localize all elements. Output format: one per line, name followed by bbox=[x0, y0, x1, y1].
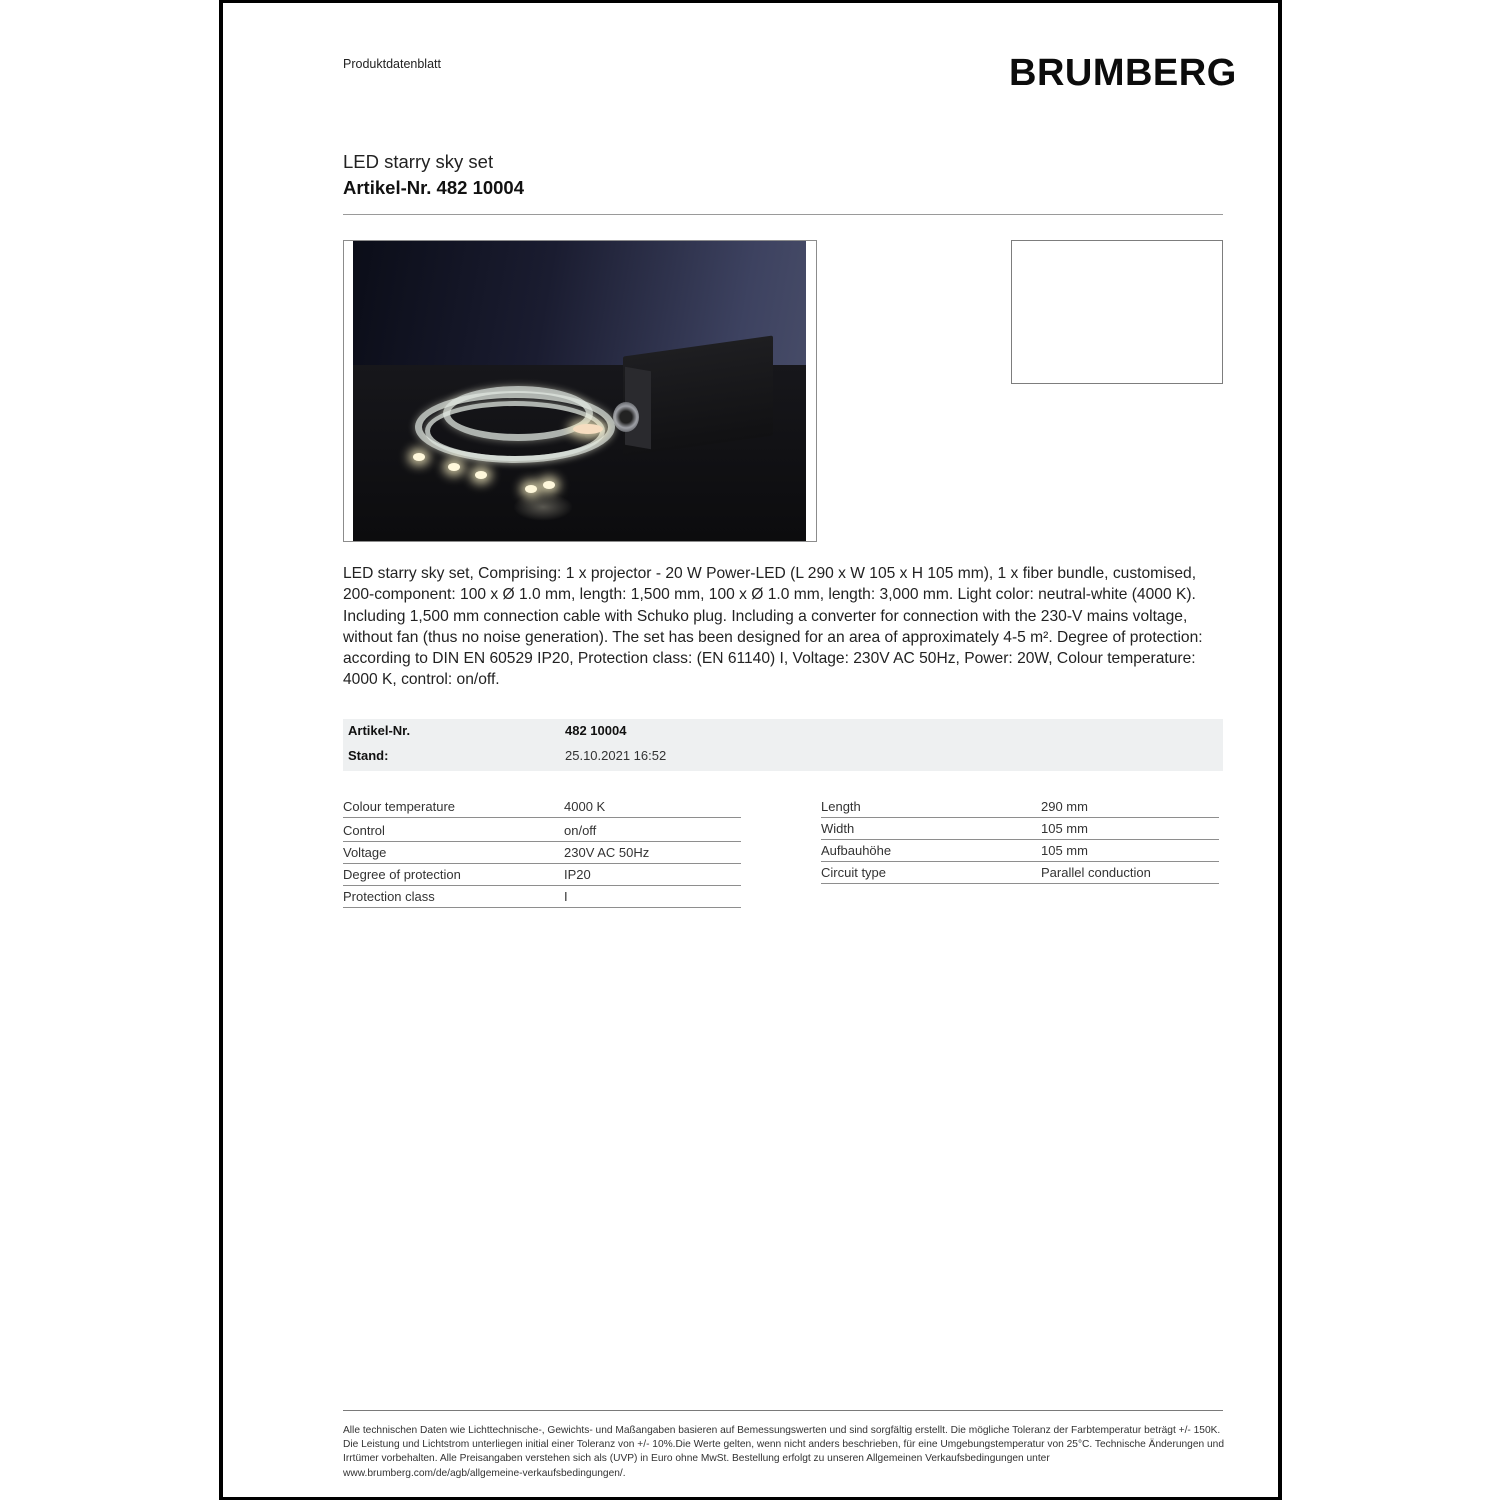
header-divider bbox=[343, 214, 1223, 215]
info-value: 482 10004 bbox=[565, 723, 627, 738]
product-image-frame bbox=[343, 240, 817, 542]
spec-value: 4000 K bbox=[564, 799, 606, 814]
spec-value: 290 mm bbox=[1041, 799, 1088, 814]
fiber-tip-glow bbox=[448, 463, 460, 471]
spec-row bbox=[821, 818, 1219, 840]
article-number-heading: Artikel-Nr. 482 10004 bbox=[343, 177, 525, 198]
spec-key: Control bbox=[343, 823, 385, 838]
spec-row bbox=[821, 862, 1219, 884]
spec-key: Length bbox=[821, 799, 861, 814]
spec-key: Voltage bbox=[343, 845, 387, 860]
spec-key: Protection class bbox=[343, 889, 435, 904]
article-info-band bbox=[343, 719, 1223, 771]
info-label: Stand: bbox=[348, 748, 389, 763]
info-label: Artikel-Nr. bbox=[348, 723, 411, 738]
spec-table-right bbox=[821, 796, 1219, 886]
fiber-bundle-glow bbox=[573, 424, 603, 434]
product-description: LED starry sky set, Comprising: 1 x projector - 20 W Power-LED (L 290 x W 105 x H 105 mm), 1 x fiber bundle, customised, 200-component: 100 x Ø 1.0 mm, length: 1,500 mm, 100 x Ø 1.0 mm, length: 3,000 mm. Light color: neutral-white (4000 K). Including 1,500 mm connection cable with Schuko plug. Including a converter for connection with the 230-V mains voltage, without fan (thus no noise generation). The set has been designed for an area of approximately 4-5 m². Degree of protection: according to DIN EN 60529 IP20, Protection class: (EN 61140) I, Voltage: 230V AC 50Hz, Power: 20W, Colour temperature: 4000 K, control: on/off. bbox=[343, 565, 1203, 689]
spec-value: I bbox=[564, 889, 568, 904]
fiber-tip-glow bbox=[413, 453, 425, 461]
spec-key: Degree of protection bbox=[343, 867, 461, 882]
spec-row bbox=[821, 840, 1219, 862]
spec-value: 230V AC 50Hz bbox=[564, 845, 650, 860]
product-photo bbox=[353, 241, 806, 541]
spec-value: 105 mm bbox=[1041, 821, 1088, 836]
spec-key: Width bbox=[821, 821, 855, 836]
spec-row bbox=[343, 864, 741, 886]
spec-key: Circuit type bbox=[821, 865, 887, 880]
fiber-tip-glow bbox=[525, 485, 537, 493]
fiber-connector-ring bbox=[613, 402, 639, 432]
info-value: 25.10.2021 16:52 bbox=[565, 748, 667, 763]
label-placeholder-box bbox=[1011, 240, 1223, 384]
document-type-label: Produktdatenblatt bbox=[343, 57, 441, 71]
brand-logo: BRUMBERG bbox=[1009, 52, 1237, 94]
spec-row bbox=[343, 796, 741, 818]
spec-key: Aufbauhöhe bbox=[821, 843, 892, 858]
fiber-tip-glow bbox=[475, 471, 487, 479]
spec-row bbox=[821, 796, 1219, 818]
spec-row bbox=[343, 842, 741, 864]
spec-value: IP20 bbox=[564, 867, 591, 882]
product-title: LED starry sky set bbox=[343, 151, 494, 172]
fiber-tip-glow bbox=[543, 481, 555, 489]
spec-key: Colour temperature bbox=[343, 799, 455, 814]
spec-table-left bbox=[343, 796, 741, 911]
light-reflection bbox=[513, 493, 573, 521]
footer-divider bbox=[343, 1410, 1223, 1411]
spec-value: 105 mm bbox=[1041, 843, 1088, 858]
spec-value: Parallel conduction bbox=[1041, 865, 1151, 880]
footer-disclaimer: Alle technischen Daten wie Lichttechnische-, Gewichts- und Maßangaben basieren auf Bemessungswerten und sind sorgfältig erstellt. Die mögliche Toleranz der Farbtemperatur beträgt +/- 150K. Die Leistung und Lichtstrom unterliegen initial einer Toleranz von +/- 10%.Die Werte gelten, wenn nicht anders beschrieben, für eine Umgebungstemperatur von 25°C. Technische Änderungen und Irrtümer vorbehalten. Alle Preisangaben verstehen sich als (UVP) in Euro ohne MwSt. Bestellung erfolgt zu unseren Allgemeinen Verkaufsbedingungen unter www.brumberg.com/de/agb/allgemeine-verkaufsbedingungen/. bbox=[343, 1425, 1225, 1479]
spec-value: on/off bbox=[564, 823, 597, 838]
spec-row bbox=[343, 820, 741, 842]
spec-row bbox=[343, 886, 741, 908]
